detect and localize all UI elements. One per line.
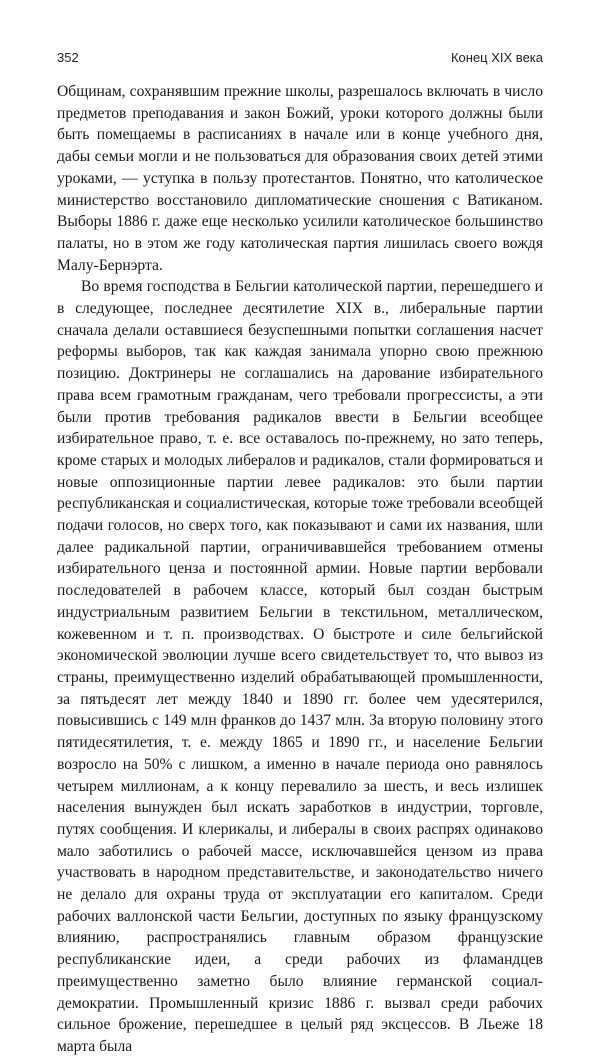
page-number: 352: [57, 50, 79, 65]
paragraph-1: Общинам, сохранявшим прежние школы, разрешалось включать в число предметов преподавания и закон Божий, уроки которого должны были быть помещаемы в расписаниях в начале или в конце учебного дня, дабы семьи могли и не пользоваться для образования своих детей этими уроками, — уступка в пользу протестантов. Понятно, что католическое министерство восстановило дипломатические сношения с Ватиканом. Выборы 1886 г. даже еще несколько усилили католическое большинство палаты, но в этом же году католическая партия лишилась своего вождя Малу-Бернэрта.: [57, 83, 543, 274]
running-title: Конец XIX века: [450, 50, 543, 65]
paragraph-2: Во время господства в Бельгии католической партии, перешедшего и в следующее, последнее десятилетие XIX в., либеральные партии сначала делали оставшиеся безуспешными попытки соглашения насчет реформы выборов, так как каждая занимала упорно свою прежнюю позицию. Доктринеры не соглашались на дарование избирательного права всем грамотным гражданам, чего требовали прогрессисты, а эти были против требования радикалов ввести в Бельгии всеобщее избирательное право, т. е. все оставалось по-прежнему, но зато теперь, кроме старых и молодых либералов и радикалов, стали формироваться и новые оппозиционные партии левее радикалов: это были партии республиканская и социалистическая, которые тоже требовали всеобщей подачи голосов, но сверх того, как показывают и сами их названия, шли далее радикальной партии, ограничивавшейся требованием отмены избирательного ценза и постоянной армии. Новые партии вербовали последователей в рабочем классе, который был создан быстрым индустриальным развитием Бельгии в текстильном, металлическом, кожевенном и т. п. производствах. О быстроте и силе бельгийской экономической эволюции лучше всего свидетельствует то, что вывоз из страны, преимущественно изделий обрабатывающей промышленности, за пятьдесят лет между 1840 и 1890 гг. более чем удесятерился, повысившись с 149 млн франков до 1437 млн. За вторую половину этого пятидесятилетия, т. е. между 1865 и 1890 гг., и население Бельгии возросло на 50% с лишком, а именно в начале периода оно равнялось четырем миллионам, а к концу перевалило за шесть, и весь излишек населения вынужден был искать заработков в индустрии, торговле, путях сообщения. И клерикалы, и либералы в своих распрях одинаково мало заботились о рабочей массе, исключавшейся цензом из права участвовать в народном представительстве, и законодательство ничего не делало для охраны труда от эксплуатации его капиталом. Среди рабочих валлонской части Бельгии, доступных по языку французскому влиянию, распространялись главным образом французские республиканские идеи, а среди рабочих из фламандцев преимущественно заметно было влияние германской социал-демократии. Промышленный кризис 1886 г. вызвал среди рабочих сильное брожение, перешедшее в целый ряд эксцессов. В Льеже 18 марта была: [57, 278, 544, 1055]
page-header: [57, 50, 543, 70]
page-body: [57, 81, 543, 1058]
